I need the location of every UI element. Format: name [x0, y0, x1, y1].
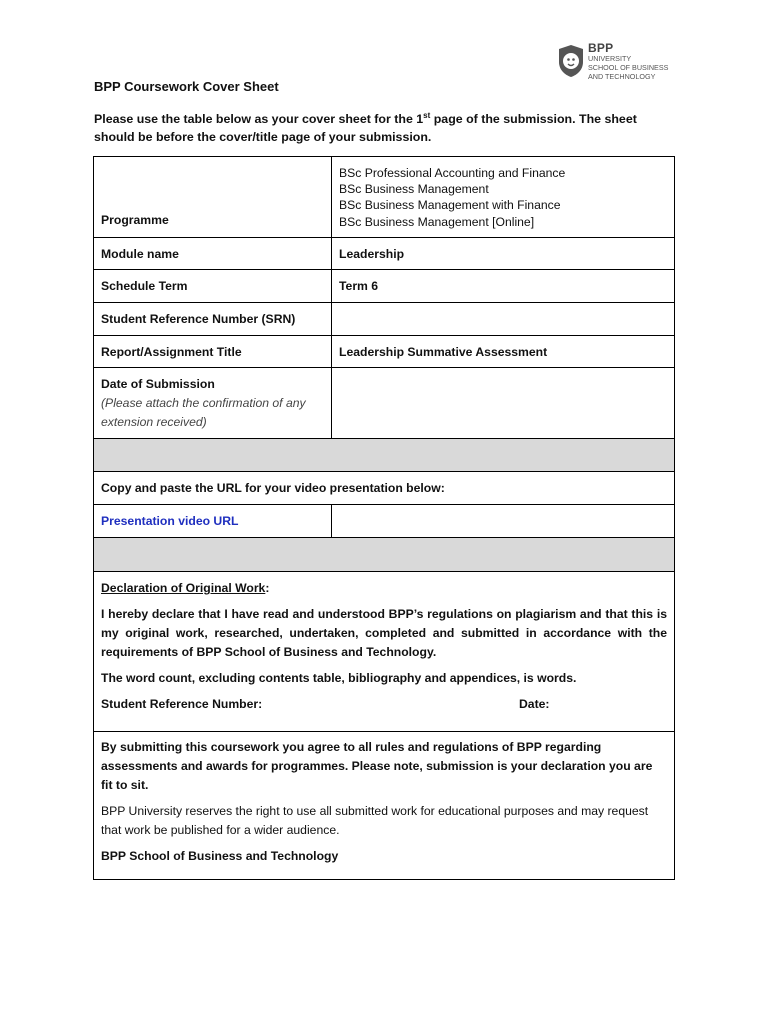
extension-note: (Please attach the confirmation of any extension received)	[101, 396, 306, 429]
signature-line	[101, 695, 667, 714]
programme-item: BSc Business Management [Online]	[339, 214, 535, 229]
grey-separator-row	[94, 538, 675, 572]
agreement-text: By submitting this coursework you agree to all rules and regulations of BPP regarding assessments and awards for programmes. Please note, submission is your declaration you are fit to sit.	[101, 740, 653, 792]
intro-part-2: page of the submission. The sheet should be before the cover/title page of your submission.	[94, 112, 637, 144]
terms-cell	[94, 732, 675, 880]
intro-superscript: st	[423, 110, 431, 120]
url-instruction: Copy and paste the URL for your video presentation below:	[94, 472, 675, 505]
module-label: Module name	[94, 238, 332, 270]
report-title-value[interactable]: Leadership Summative Assessment	[332, 336, 675, 368]
intro-text	[94, 111, 674, 146]
submission-date-input[interactable]	[332, 368, 675, 439]
video-url-row	[94, 505, 675, 538]
programme-list	[332, 157, 675, 238]
programme-label: Programme	[94, 157, 332, 238]
term-value[interactable]: Term 6	[332, 270, 675, 303]
submission-date-cell	[94, 368, 332, 439]
declaration-date-label: Date:	[519, 697, 550, 711]
grey-separator	[94, 538, 675, 572]
programme-item: BSc Business Management	[339, 182, 489, 197]
programme-item: BSc Professional Accounting and Finance	[339, 166, 566, 180]
srn-row	[94, 303, 675, 336]
logo-line-1: UNIVERSITY	[588, 54, 632, 63]
grey-separator	[94, 439, 675, 472]
declaration-srn-label: Student Reference Number:	[101, 697, 263, 711]
srn-input[interactable]	[332, 303, 675, 336]
intro-part-1: Please use the table below as your cover sheet for the 1	[94, 112, 424, 126]
grey-separator-row	[94, 439, 675, 472]
bpp-logo	[558, 42, 678, 82]
module-value[interactable]: Leadership	[332, 238, 675, 270]
video-url-label: Presentation video URL	[94, 505, 332, 538]
report-title-label: Report/Assignment Title	[94, 336, 332, 368]
declaration-cell	[94, 572, 675, 732]
terms-row	[94, 732, 675, 880]
submission-date-row	[94, 368, 675, 439]
video-url-input[interactable]	[332, 505, 675, 538]
school-name: BPP School of Business and Technology	[101, 849, 339, 863]
word-count-statement: The word count, excluding contents table, bibliography and appendices, is words.	[101, 671, 577, 685]
declaration-paragraph: I hereby declare that I have read and understood BPP’s regulations on plagiarism and that this is my original work, researched, undertaken, completed and submitted in accordance with the requirements of BPP School of Business and Technology.	[101, 607, 667, 659]
report-title-row	[94, 336, 675, 368]
declaration-heading-colon: :	[265, 581, 270, 595]
cover-sheet-table	[93, 156, 675, 880]
term-label: Schedule Term	[94, 270, 332, 303]
rights-text: BPP University reserves the right to use all submitted work for educational purposes and may request that work be published for a wider audience.	[101, 804, 649, 837]
programme-item: BSc Business Management with Finance	[339, 198, 561, 213]
declaration-heading: Declaration of Original Work	[101, 581, 266, 595]
document-title: BPP Coursework Cover Sheet	[94, 79, 279, 94]
logo-line-3: AND TECHNOLOGY	[588, 72, 656, 82]
programme-row	[94, 157, 675, 238]
submission-date-label: Date of Submission	[101, 377, 215, 391]
module-row	[94, 238, 675, 270]
declaration-row	[94, 572, 675, 732]
logo-brand: BPP	[588, 41, 614, 55]
srn-label: Student Reference Number (SRN)	[94, 303, 332, 336]
term-row	[94, 270, 675, 303]
url-instruction-row	[94, 472, 675, 505]
lion-shield-icon	[558, 44, 584, 78]
logo-line-2: SCHOOL OF BUSINESS	[588, 63, 669, 73]
